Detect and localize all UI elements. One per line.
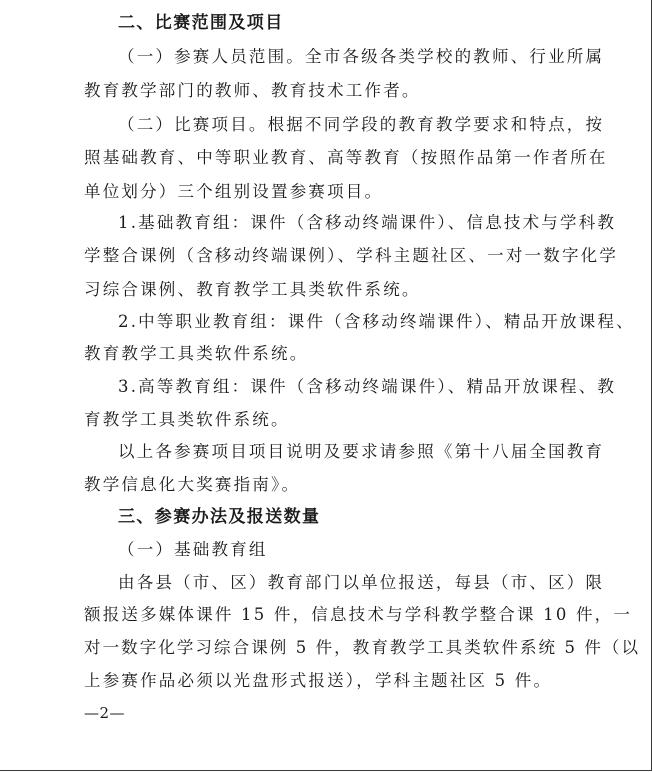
paragraph-line: 育教学工具类软件系统。	[84, 410, 290, 429]
paragraph-line: 单位划分）三个组别设置参赛项目。	[84, 182, 384, 201]
paragraph-line: 1.基础教育组：课件（含移动终端课件）、信息技术与学科教	[118, 213, 617, 232]
page-number: —2—	[84, 704, 126, 722]
paragraph-line: 学整合课例（含移动终端课例）、学科主题社区、一对一数字化学	[84, 246, 619, 265]
subsection-heading-basic-education: （一）基础教育组	[118, 540, 268, 559]
paragraph-line: 教育教学部门的教师、教育技术工作者。	[84, 81, 421, 100]
paragraph-line: 教育教学工具类软件系统。	[84, 344, 309, 363]
paragraph-line: 以上各参赛项目项目说明及要求请参照《第十八届全国教育	[118, 442, 605, 461]
paragraph-line: （二）比赛项目。根据不同学段的教育教学要求和特点，按	[118, 115, 605, 134]
paragraph-line: 2.中等职业教育组：课件（含移动终端课件）、精品开放课程、	[118, 312, 635, 331]
paragraph-line: 由各县（市、区）教育部门以单位报送，每县（市、区）限	[118, 573, 605, 592]
section-heading-participation-method: 三、参赛办法及报送数量	[118, 507, 321, 527]
paragraph-line: 对一数字化学习综合课例 5 件，教育教学工具类软件系统 5 件（以	[84, 638, 641, 657]
paragraph-line: 教学信息化大奖赛指南》。	[84, 475, 301, 494]
paragraph-line: 3.高等教育组：课件（含移动终端课件）、精品开放课程、教	[118, 377, 617, 396]
paragraph-line: 照基础教育、中等职业教育、高等教育（按照作品第一作者所在	[84, 148, 608, 167]
paragraph-line: 额报送多媒体课件 15 件，信息技术与学科教学整合课 10 件，一	[84, 605, 633, 624]
paragraph-line: 上参赛作品必须以光盘形式报送），学科主题社区 5 件。	[84, 671, 553, 690]
paragraph-line: （一）参赛人员范围。全市各级各类学校的教师、行业所属	[118, 47, 605, 66]
section-heading-competition-scope: 二、比赛范围及项目	[118, 13, 284, 33]
paragraph-line: 习综合课例、教育教学工具类软件系统。	[84, 280, 421, 299]
